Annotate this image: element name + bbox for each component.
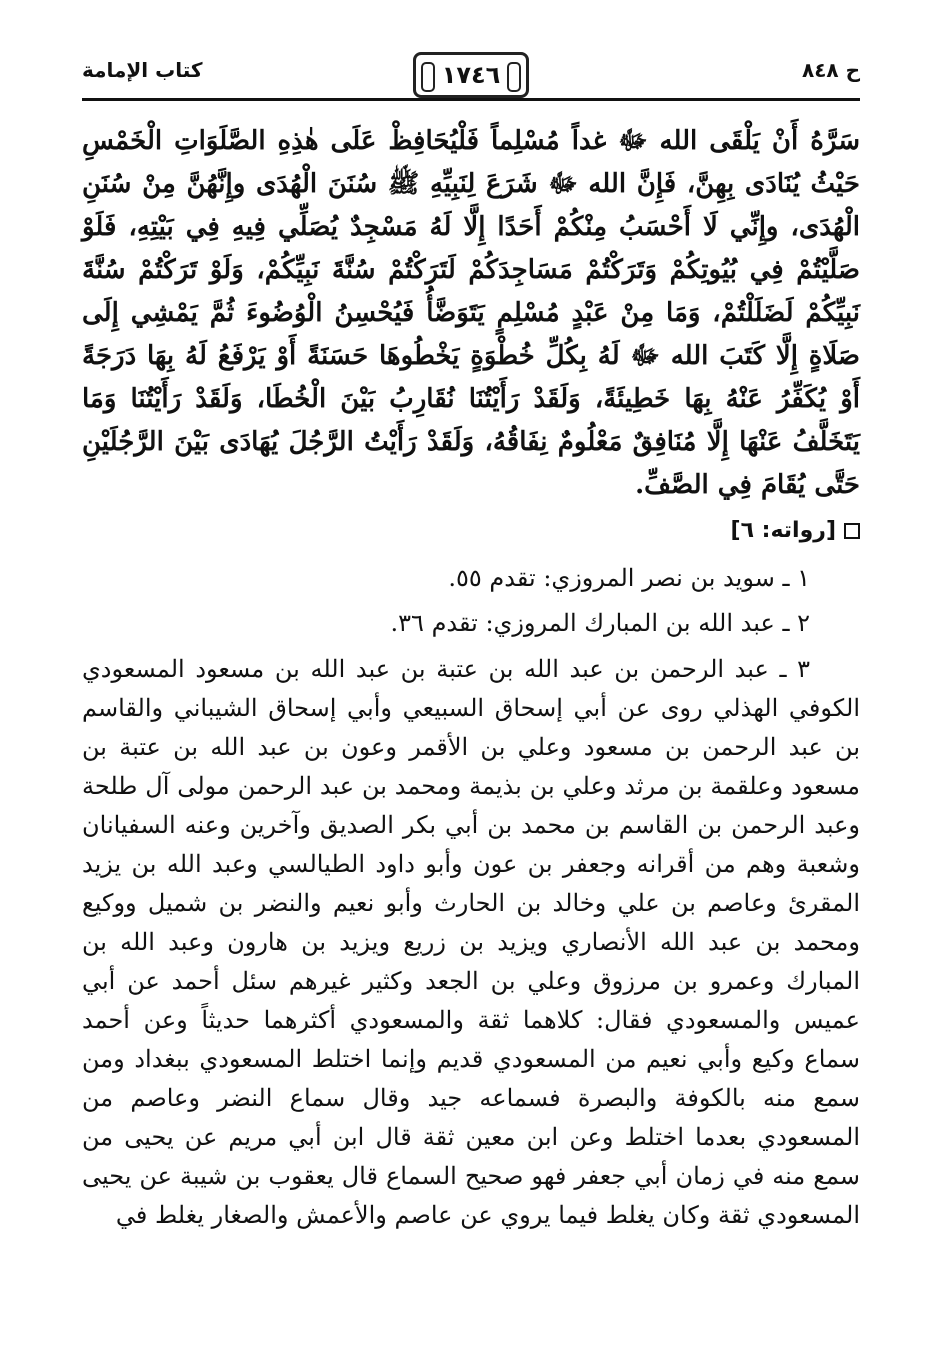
page-reference: ح ٨٤٨ <box>801 58 860 82</box>
hadith-number-badge <box>413 52 529 98</box>
narrator-item-1: ١ ـ سويد بن نصر المروزي: تقدم ٥٥. <box>448 564 810 592</box>
narrator-item-3-text: ٣ ـ عبد الرحمن بن عبد الله بن عتبة بن عبد الله بن مسعود المسعودي الكوفي الهذلي روى عن أبي إسحاق السبيعي وأبي إسحاق الشيباني والقاسم بن عبد الرحمن بن مسعود وعلي بن الأقمر وعون بن عبد الله بن عتبة بن مسعود وعلقمة بن مرثد وعلي بن بذيمة ومحمد بن عبد الرحمن مولى آل طلحة وعبد الرحمن بن القاسم بن محمد بن أبي بكر الصديق وآخرين وعنه السفيانان وشعبة وهم من أقرانه وجعفر بن عون وأبو داود الطيالسي وعبد الله بن يزيد المقرئ وعاصم بن علي وخالد بن الحارث وأبو نعيم والنضر بن شميل ووكيع ومحمد بن عبد الله الأنصاري ويزيد بن زريع ويزيد بن هارون وعبد الله بن المبارك وعمرو بن مرزوق وعلي بن الجعد وكثير غيرهم سئل أحمد عن أبي عميس والمسعودي فقال: كلاهما ثقة والمسعودي أكثرهما حديثاً وعن أحمد سماع وكيع وأبي نعيم من المسعودي قديم وإنما اختلط المسعودي ببغداد ومن سمع منه بالكوفة والبصرة فسماعه جيد وقال سماع النضر وعاصم من المسعودي بعدما اختلط وعن ابن معين ثقة قال ابن أبي مريم عن يحيى من سمع منه في زمان أبي جعفر فهو صحيح السماع قال يعقوب بن شيبة عن يحيى المسعودي ثقة وكان يغلط فيما يروي عن عاصم والأعمش والصغار يغلط في <box>82 655 860 1229</box>
page-header <box>82 52 860 102</box>
narrators-section <box>82 514 860 1235</box>
hadith-text: سَرَّهُ أَنْ يَلْقَى الله ﷻ غداً مُسْلِماً فَلْيُحَافِظْ عَلَى هٰذِهِ الصَّلَوَاتِ الْخَمْسِ حَيْثُ يُنَادَى بِهِنَّ، فَإِنَّ الله ﷻ شَرَعَ لِنَبِيِّهِ ﷺ سُنَنَ الْهُدَى وإِنَّهُنَّ مِنْ سُنَنِ الْهُدَى، وإِنِّي لَا أَحْسَبُ مِنْكُمْ أَحَدًا إِلَّا لَهُ مَسْجِدٌ يُصَلِّي فِيهِ فِي بَيْتِهِ، فَلَوْ صَلَّيْتُمْ فِي بُيُوتِكُمْ وَتَرَكْتُمْ مَسَاجِدَكُمْ لَتَرَكْتُمْ سُنَّةَ نَبِيِّكُمْ، وَلَوْ تَرَكْتُمْ سُنَّةَ نَبِيِّكُمْ لَضَلَلْتُمْ، وَمَا مِنْ عَبْدٍ مُسْلِمٍ يَتَوَضَّأُ فَيُحْسِنُ الْوُضُوءَ ثُمَّ يَمْشِي إِلَى صَلَاةٍ إِلَّا كَتَبَ الله ﷻ لَهُ بِكُلِّ خُطْوَةٍ يَخْطُوهَا حَسَنَةً أَوْ يَرْفَعُ لَهُ بِهَا دَرَجَةً أَوْ يُكَفِّرُ عَنْهُ بِهَا خَطِيئَةً، وَلَقَدْ رَأَيْتُنَا نُقَارِبُ بَيْنَ الْخُطَا، وَلَقَدْ رَأَيْتُنَا وَمَا يَتَخَلَّفُ عَنْهَا إِلَّا مُنَافِقٌ مَعْلُومٌ نِفَاقُهُ، وَلَقَدْ رَأَيْتُ الرَّجُلَ يُهَادَى بَيْنَ الرَّجُلَيْنِ حَتَّى يُقَامَ فِي الصَّفِّ. <box>82 126 860 500</box>
header-divider <box>82 98 860 101</box>
square-bullet-icon <box>844 523 860 539</box>
hadith-number: ١٧٤٦ <box>441 61 501 89</box>
book-title: كتاب الإمامة <box>82 58 203 82</box>
narrator-item-2: ٢ ـ عبد الله بن المبارك المروزي: تقدم ٣٦. <box>390 609 810 637</box>
narrator-item-3 <box>82 650 860 1235</box>
narrators-heading <box>82 514 860 548</box>
narrators-heading-label: [رواته: ٦] <box>730 518 836 543</box>
